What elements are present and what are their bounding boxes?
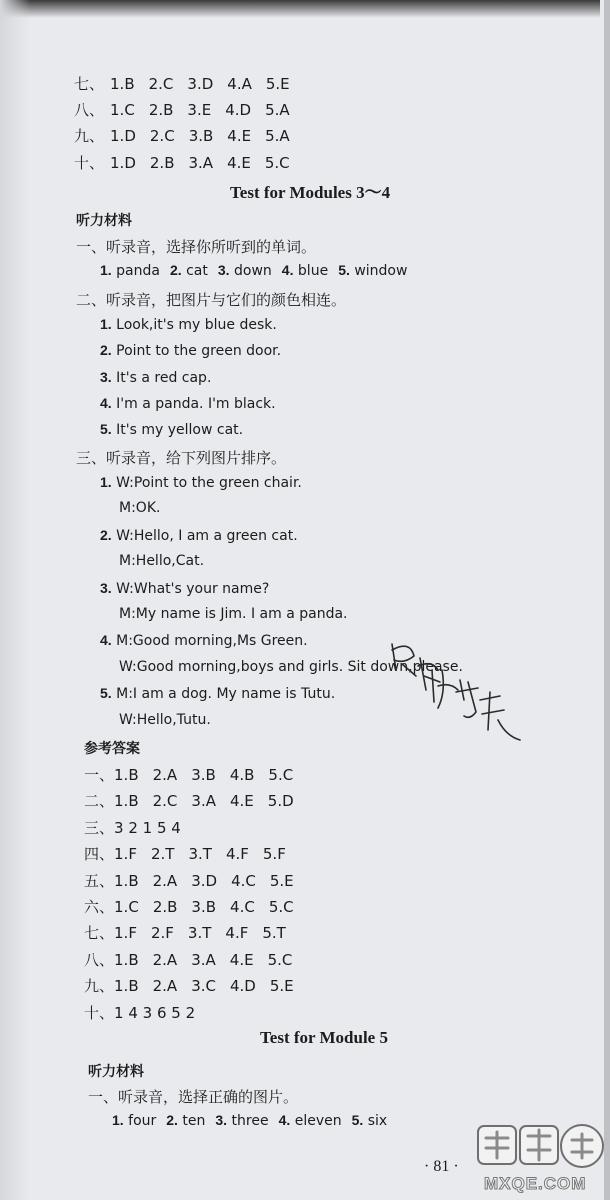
dialog-line: 5. M:I am a dog. My name is Tutu. (100, 685, 336, 702)
dialog-line: M:My name is Jim. I am a panda. (119, 606, 348, 622)
question-heading: 二、听录音，把图片与它们的颜色相连。 (76, 291, 347, 309)
answer-row: 七、1.F 2.F 3.T 4.F 5.T (84, 924, 286, 942)
word-list: 1. panda 2. cat 3. down 4. blue 5. window (100, 262, 408, 279)
dialog-line: 4. M:Good morning,Ms Green. (100, 632, 308, 649)
listening-line: 5. It's my yellow cat. (100, 421, 244, 438)
section-title-modules-3-4: Test for Modules 3～4 (230, 183, 391, 202)
answer-row: 七、 1.B 2.C 3.D 4.A 5.E (74, 75, 290, 93)
answer-row: 八、1.B 2.A 3.A 4.E 5.C (84, 951, 293, 969)
listening-label: 听力材料 (88, 1064, 144, 1080)
listening-label: 听力材料 (76, 213, 132, 229)
dialog-line: M:Hello,Cat. (119, 553, 205, 569)
answer-row: 九、1.B 2.A 3.C 4.D 5.E (84, 977, 294, 995)
listening-line: 3. It's a red cap. (100, 369, 212, 386)
word-list: 1. four 2. ten 3. three 4. eleven 5. six (112, 1112, 388, 1129)
scan-edge-right (604, 0, 610, 1200)
question-heading: 三、听录音，给下列图片排序。 (76, 449, 287, 467)
answer-row: 一、1.B 2.A 3.B 4.B 5.C (84, 766, 294, 784)
listening-line: 1. Look,it's my blue desk. (100, 316, 277, 333)
dialog-line: W:Hello,Tutu. (119, 712, 211, 728)
answer-row: 九、 1.D 2.C 3.B 4.E 5.A (74, 127, 290, 145)
question-heading: 一、听录音，选择你所听到的单词。 (76, 238, 317, 256)
answer-row: 六、1.C 2.B 3.B 4.C 5.C (84, 898, 294, 916)
dialog-line: M:OK. (119, 500, 161, 516)
answer-row: 四、1.F 2.T 3.T 4.F 5.F (84, 845, 286, 863)
listening-line: 2. Point to the green door. (100, 342, 282, 359)
page-number: · 81 · (424, 1158, 459, 1175)
dialog-line: 3. W:What's your name? (100, 580, 270, 597)
watermark-text: MXQE.COM (484, 1174, 587, 1193)
answer-row: 十、 1.D 2.B 3.A 4.E 5.C (74, 154, 290, 172)
listening-line: 4. I'm a panda. I'm black. (100, 395, 276, 412)
question-heading: 一、听录音，选择正确的图片。 (88, 1088, 299, 1106)
dialog-line: 1. W:Point to the green chair. (100, 474, 302, 491)
handwritten-signature (380, 630, 530, 760)
answer-row: 五、1.B 2.A 3.D 4.C 5.E (84, 872, 294, 890)
answer-row: 三、3 2 1 5 4 (84, 819, 181, 837)
dialog-line: 2. W:Hello, I am a green cat. (100, 527, 298, 544)
section-title-module-5: Test for Module 5 (260, 1028, 388, 1047)
answer-row: 八、 1.C 2.B 3.E 4.D 5.A (74, 101, 290, 119)
scan-shadow-top (0, 0, 600, 18)
answer-row: 十、1 4 3 6 5 2 (84, 1004, 196, 1022)
answer-row: 二、1.B 2.C 3.A 4.E 5.D (84, 792, 294, 810)
scan-shadow-left (0, 0, 30, 1200)
dialog-line: W:Good morning,boys and girls. Sit down,please. (119, 659, 463, 675)
answers-label: 参考答案 (84, 741, 140, 757)
